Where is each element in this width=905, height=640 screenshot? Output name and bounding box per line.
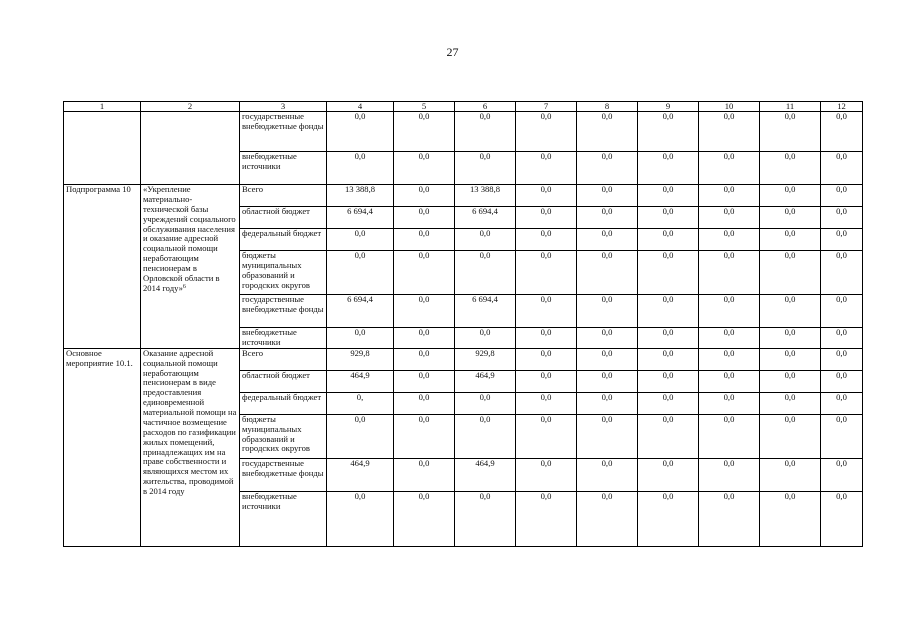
value-cell: 0,0 <box>516 414 577 458</box>
value-cell: 0,0 <box>760 458 821 491</box>
value-cell: 0,0 <box>577 348 638 370</box>
value-cell: 0,0 <box>638 295 699 328</box>
value-cell: 0,0 <box>516 458 577 491</box>
value-cell: 0,0 <box>821 348 863 370</box>
header-cell: 10 <box>699 102 760 112</box>
value-cell: 0,0 <box>821 152 863 185</box>
value-cell: 0,0 <box>455 414 516 458</box>
funding-source-cell: государственные внебюджетные фонды <box>240 458 327 491</box>
value-cell: 0,0 <box>577 185 638 207</box>
value-cell: 0,0 <box>821 295 863 328</box>
subprogram-title-cell-text: «Укрепление материально-технической базы учреждений социального обслуживания населения и оказание адресной социальной помощи неработающим пенсионерам в Орловской области в 2014 году» <box>143 184 236 293</box>
value-cell: 0,0 <box>455 392 516 414</box>
value-cell: 0,0 <box>638 112 699 152</box>
value-cell: 0,0 <box>638 152 699 185</box>
value-cell: 0,0 <box>327 251 394 295</box>
funding-source-cell: федеральный бюджет <box>240 229 327 251</box>
funding-source-cell: Всего <box>240 348 327 370</box>
value-cell: 0,0 <box>516 112 577 152</box>
footnote-marker: 6 <box>182 283 186 290</box>
value-cell: 0,0 <box>821 328 863 349</box>
value-cell: 0,0 <box>638 251 699 295</box>
value-cell: 13 388,8 <box>327 185 394 207</box>
value-cell: 0,0 <box>394 251 455 295</box>
value-cell: 0,0 <box>455 251 516 295</box>
value-cell: 929,8 <box>455 348 516 370</box>
value-cell: 0,0 <box>699 458 760 491</box>
header-cell: 3 <box>240 102 327 112</box>
value-cell: 0,0 <box>760 348 821 370</box>
value-cell: 0,0 <box>577 458 638 491</box>
value-cell: 0,0 <box>455 112 516 152</box>
value-cell: 0,0 <box>821 491 863 546</box>
value-cell: 0,0 <box>394 491 455 546</box>
value-cell: 0,0 <box>394 328 455 349</box>
funding-source-cell: внебюджетные источники <box>240 152 327 185</box>
funding-source-cell: областной бюджет <box>240 370 327 392</box>
header-cell: 12 <box>821 102 863 112</box>
value-cell: 0,0 <box>577 251 638 295</box>
value-cell: 0,0 <box>638 370 699 392</box>
value-cell: 929,8 <box>327 348 394 370</box>
value-cell: 0,0 <box>760 152 821 185</box>
value-cell: 464,9 <box>455 458 516 491</box>
header-cell: 11 <box>760 102 821 112</box>
header-cell: 5 <box>394 102 455 112</box>
value-cell: 0,0 <box>638 458 699 491</box>
value-cell: 0,0 <box>638 414 699 458</box>
value-cell: 0,0 <box>699 152 760 185</box>
measure-code-cell: Основное мероприятие 10.1. <box>64 348 141 546</box>
empty-code-cell <box>64 112 141 185</box>
value-cell: 0,0 <box>821 112 863 152</box>
empty-title-cell <box>141 112 240 185</box>
value-cell: 0,0 <box>516 207 577 229</box>
header-cell: 2 <box>141 102 240 112</box>
value-cell: 0,0 <box>638 207 699 229</box>
value-cell: 0, <box>327 392 394 414</box>
funding-source-cell: бюджеты муниципальных образований и городских округов <box>240 414 327 458</box>
header-cell: 4 <box>327 102 394 112</box>
value-cell: 0,0 <box>760 207 821 229</box>
value-cell: 0,0 <box>821 458 863 491</box>
budget-table <box>63 101 863 547</box>
value-cell: 6 694,4 <box>455 207 516 229</box>
value-cell: 0,0 <box>455 152 516 185</box>
value-cell: 0,0 <box>821 414 863 458</box>
value-cell: 0,0 <box>516 328 577 349</box>
header-cell: 8 <box>577 102 638 112</box>
funding-source-cell: внебюджетные источники <box>240 491 327 546</box>
value-cell: 0,0 <box>760 414 821 458</box>
funding-source-cell: областной бюджет <box>240 207 327 229</box>
value-cell: 0,0 <box>760 112 821 152</box>
value-cell: 0,0 <box>394 185 455 207</box>
value-cell: 0,0 <box>699 491 760 546</box>
value-cell: 0,0 <box>638 392 699 414</box>
value-cell: 0,0 <box>577 112 638 152</box>
value-cell: 0,0 <box>577 370 638 392</box>
value-cell: 0,0 <box>760 491 821 546</box>
value-cell: 0,0 <box>638 229 699 251</box>
value-cell: 0,0 <box>394 207 455 229</box>
value-cell: 464,9 <box>455 370 516 392</box>
funding-source-cell: внебюджетные источники <box>240 328 327 349</box>
value-cell: 0,0 <box>394 295 455 328</box>
value-cell: 0,0 <box>394 229 455 251</box>
value-cell: 0,0 <box>327 152 394 185</box>
funding-source-cell: государственные внебюджетные фонды <box>240 295 327 328</box>
value-cell: 0,0 <box>760 328 821 349</box>
value-cell: 0,0 <box>699 328 760 349</box>
value-cell: 464,9 <box>327 370 394 392</box>
value-cell: 0,0 <box>699 392 760 414</box>
funding-source-cell: государственные внебюджетные фонды <box>240 112 327 152</box>
value-cell: 0,0 <box>394 152 455 185</box>
value-cell: 0,0 <box>577 295 638 328</box>
header-row <box>64 102 863 112</box>
value-cell: 0,0 <box>760 370 821 392</box>
page-number: 27 <box>446 45 459 59</box>
value-cell: 0,0 <box>394 392 455 414</box>
value-cell: 0,0 <box>516 348 577 370</box>
value-cell: 6 694,4 <box>327 207 394 229</box>
value-cell: 0,0 <box>760 392 821 414</box>
value-cell: 0,0 <box>516 185 577 207</box>
value-cell: 0,0 <box>394 414 455 458</box>
value-cell: 0,0 <box>516 491 577 546</box>
value-cell: 0,0 <box>516 251 577 295</box>
funding-source-cell: бюджеты муниципальных образований и городских округов <box>240 251 327 295</box>
value-cell: 0,0 <box>327 328 394 349</box>
value-cell: 0,0 <box>821 392 863 414</box>
value-cell: 0,0 <box>638 348 699 370</box>
value-cell: 0,0 <box>821 229 863 251</box>
value-cell: 0,0 <box>327 491 394 546</box>
value-cell: 0,0 <box>699 251 760 295</box>
header-cell: 1 <box>64 102 141 112</box>
value-cell: 0,0 <box>577 152 638 185</box>
header-cell: 6 <box>455 102 516 112</box>
value-cell: 0,0 <box>760 229 821 251</box>
value-cell: 0,0 <box>394 370 455 392</box>
funding-source-cell: Всего <box>240 185 327 207</box>
value-cell: 0,0 <box>516 295 577 328</box>
value-cell: 0,0 <box>394 458 455 491</box>
value-cell: 0,0 <box>760 251 821 295</box>
value-cell: 13 388,8 <box>455 185 516 207</box>
value-cell: 0,0 <box>577 207 638 229</box>
value-cell: 0,0 <box>577 328 638 349</box>
value-cell: 0,0 <box>577 491 638 546</box>
value-cell: 6 694,4 <box>455 295 516 328</box>
table-row <box>64 185 863 207</box>
budget-table-body <box>64 102 863 547</box>
value-cell: 0,0 <box>821 370 863 392</box>
value-cell: 0,0 <box>327 414 394 458</box>
value-cell: 0,0 <box>455 491 516 546</box>
value-cell: 0,0 <box>516 392 577 414</box>
header-cell: 9 <box>638 102 699 112</box>
value-cell: 0,0 <box>821 251 863 295</box>
value-cell: 0,0 <box>577 229 638 251</box>
value-cell: 0,0 <box>699 414 760 458</box>
value-cell: 464,9 <box>327 458 394 491</box>
value-cell: 0,0 <box>638 328 699 349</box>
value-cell: 0,0 <box>516 229 577 251</box>
measure-title-cell <box>141 348 240 546</box>
value-cell: 0,0 <box>699 185 760 207</box>
value-cell: 0,0 <box>821 207 863 229</box>
value-cell: 0,0 <box>394 112 455 152</box>
table-row <box>64 112 863 152</box>
value-cell: 0,0 <box>699 229 760 251</box>
measure-title-cell-text: Оказание адресной социальной помощи неработающим пенсионерам в виде предоставления единовременной материальной помощи на частичное возмещение расходов по газификации жилых помещений, принадлежащих им на праве собственности и являющихся местом их жительства, проводимой в 2014 году <box>143 348 237 496</box>
value-cell: 0,0 <box>577 414 638 458</box>
value-cell: 0,0 <box>516 370 577 392</box>
value-cell: 0,0 <box>638 185 699 207</box>
value-cell: 0,0 <box>455 229 516 251</box>
value-cell: 0,0 <box>699 295 760 328</box>
value-cell: 0,0 <box>327 229 394 251</box>
value-cell: 0,0 <box>760 295 821 328</box>
value-cell: 0,0 <box>821 185 863 207</box>
table-row <box>64 348 863 370</box>
value-cell: 0,0 <box>699 370 760 392</box>
value-cell: 0,0 <box>577 392 638 414</box>
value-cell: 6 694,4 <box>327 295 394 328</box>
value-cell: 0,0 <box>455 328 516 349</box>
subprogram-title-cell <box>141 185 240 349</box>
value-cell: 0,0 <box>327 112 394 152</box>
value-cell: 0,0 <box>699 348 760 370</box>
value-cell: 0,0 <box>394 348 455 370</box>
header-cell: 7 <box>516 102 577 112</box>
funding-source-cell: федеральный бюджет <box>240 392 327 414</box>
value-cell: 0,0 <box>699 207 760 229</box>
subprogram-code-cell: Подпрограмма 10 <box>64 185 141 349</box>
value-cell: 0,0 <box>760 185 821 207</box>
value-cell: 0,0 <box>638 491 699 546</box>
value-cell: 0,0 <box>516 152 577 185</box>
value-cell: 0,0 <box>699 112 760 152</box>
